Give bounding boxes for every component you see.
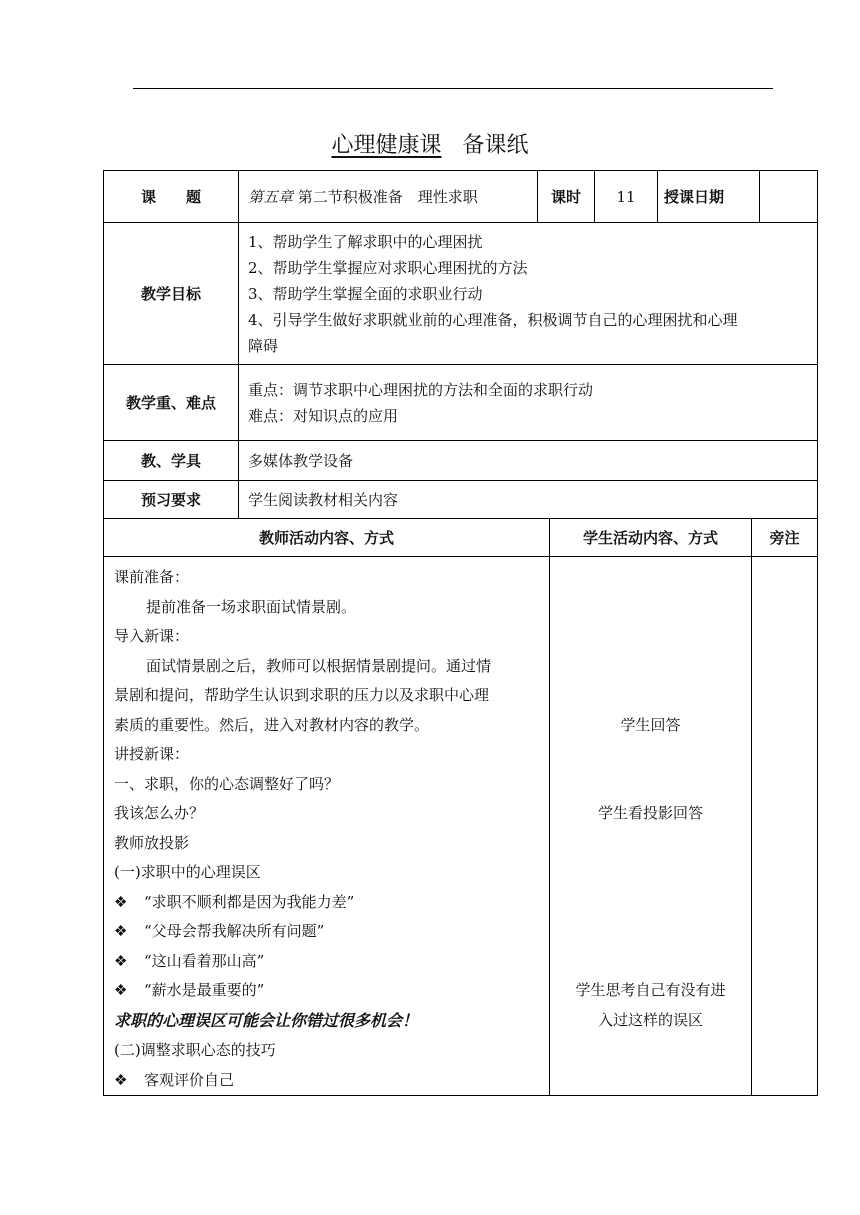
period-label: 课时 [538, 171, 595, 223]
activity-header-row [104, 519, 818, 557]
teacher-line [114, 858, 541, 888]
period-value: 11 [595, 171, 658, 223]
teacher-line [114, 711, 541, 741]
preview-value: 学生阅读教材相关内容 [239, 481, 818, 519]
goal-item: 2、帮助学生掌握应对求职心理困扰的方法 [248, 258, 528, 277]
tools-value: 多媒体教学设备 [239, 441, 818, 481]
topic-chapter: 第五章 [248, 187, 294, 206]
goal-item: 障碍 [248, 336, 279, 355]
keypoints-label: 教学重、难点 [104, 365, 239, 441]
teacher-line-text: 一、求职，你的心态调整好了吗？ [114, 774, 340, 793]
tools-label: 教、学具 [104, 441, 239, 481]
document-title [0, 128, 860, 159]
title-sub: 备课纸 [462, 133, 529, 158]
teacher-line-text: “薪水是最重要的” [144, 981, 265, 999]
topic-value [239, 171, 538, 223]
teacher-activities [104, 557, 550, 1096]
goal-item: 3、帮助学生掌握全面的求职业行动 [248, 284, 483, 303]
date-label: 授课日期 [658, 171, 760, 223]
col-teacher-header: 教师活动内容、方式 [104, 519, 550, 557]
teacher-line [114, 799, 541, 829]
teacher-line-text: 面试情景剧之后，教师可以根据情景剧提问。通过情 [146, 656, 492, 675]
student-line: 学生回答 [620, 715, 681, 734]
teacher-line-text: 素质的重要性。然后，进入对教材内容的教学。 [114, 715, 430, 734]
teacher-line [114, 947, 541, 977]
goals-row [104, 223, 818, 365]
keypoint-item: 重点：调节求职中心理困扰的方法和全面的求职行动 [248, 380, 594, 399]
title-main: 心理健康课 [331, 133, 442, 158]
teacher-line [114, 770, 541, 800]
teacher-line [114, 622, 541, 652]
diamond-bullet-icon: ❖ [114, 981, 128, 999]
topic-row [104, 171, 818, 223]
goals-label: 教学目标 [104, 223, 239, 365]
goal-item: 1、帮助学生了解求职中的心理困扰 [248, 232, 483, 251]
teacher-line [114, 593, 541, 623]
teacher-line [114, 652, 541, 682]
teacher-line-text: 客观评价自己 [144, 1070, 235, 1089]
date-value [760, 171, 818, 223]
teacher-line-text: 课前准备： [114, 568, 190, 586]
teacher-line [114, 917, 541, 947]
teacher-line [114, 681, 541, 711]
diamond-bullet-icon: ❖ [114, 892, 128, 911]
activity-body-row [104, 557, 818, 1096]
teacher-line-text: 我该怎么办？ [114, 804, 205, 822]
teacher-line [114, 1066, 541, 1096]
keypoints-row [104, 365, 818, 441]
teacher-line-text: 景剧和提问，帮助学生认识到求职的压力以及求职中心理 [114, 686, 490, 704]
preview-row [104, 481, 818, 519]
student-line: 入过这样的误区 [597, 1010, 703, 1029]
teacher-line [114, 829, 541, 859]
teacher-line [114, 563, 541, 593]
teacher-line-text: (一)求职中的心理误区 [114, 863, 261, 881]
notes-cell [752, 557, 818, 1096]
goals-list [239, 223, 818, 365]
teacher-line [114, 1006, 541, 1037]
teacher-line-text: “父母会帮我解决所有问题” [144, 922, 325, 940]
lesson-info-table [103, 170, 818, 519]
teacher-line-text: 导入新课： [114, 627, 190, 645]
keypoint-item: 难点：对知识点的应用 [248, 406, 399, 425]
activity-table [103, 518, 818, 1096]
col-student-header: 学生活动内容、方式 [550, 519, 752, 557]
student-line: 学生看投影回答 [597, 804, 703, 822]
keypoints-list [239, 365, 818, 441]
diamond-bullet-icon: ❖ [114, 1070, 128, 1089]
topic-section: 第二节积极准备 理性求职 [297, 187, 478, 206]
teacher-line-text: (二)调整求职心态的技巧 [114, 1041, 276, 1059]
teacher-line [114, 888, 541, 918]
header-rule [133, 88, 773, 89]
teacher-line-text: “这山看着那山高” [144, 951, 265, 970]
teacher-line-text: 讲授新课： [114, 745, 190, 763]
teacher-line-text: 求职的心理误区可能会让你错过很多机会！ [114, 1010, 419, 1030]
student-activities [550, 557, 752, 1096]
topic-label: 课 题 [104, 171, 239, 223]
teacher-line-text: “求职不顺利都是因为我能力差” [144, 892, 355, 911]
tools-row [104, 441, 818, 481]
preview-label: 预习要求 [104, 481, 239, 519]
teacher-line [114, 976, 541, 1006]
teacher-line-text: 教师放投影 [114, 833, 190, 852]
teacher-line [114, 740, 541, 770]
col-notes-header: 旁注 [752, 519, 818, 557]
student-line: 学生思考自己有没有进 [575, 981, 726, 999]
teacher-line [114, 1036, 541, 1066]
teacher-line-text: 提前准备一场求职面试情景剧。 [146, 597, 357, 616]
diamond-bullet-icon: ❖ [114, 951, 128, 970]
goal-item: 4、引导学生做好求职就业前的心理准备，积极调节自己的心理困扰和心理 [248, 310, 738, 329]
diamond-bullet-icon: ❖ [114, 922, 128, 940]
